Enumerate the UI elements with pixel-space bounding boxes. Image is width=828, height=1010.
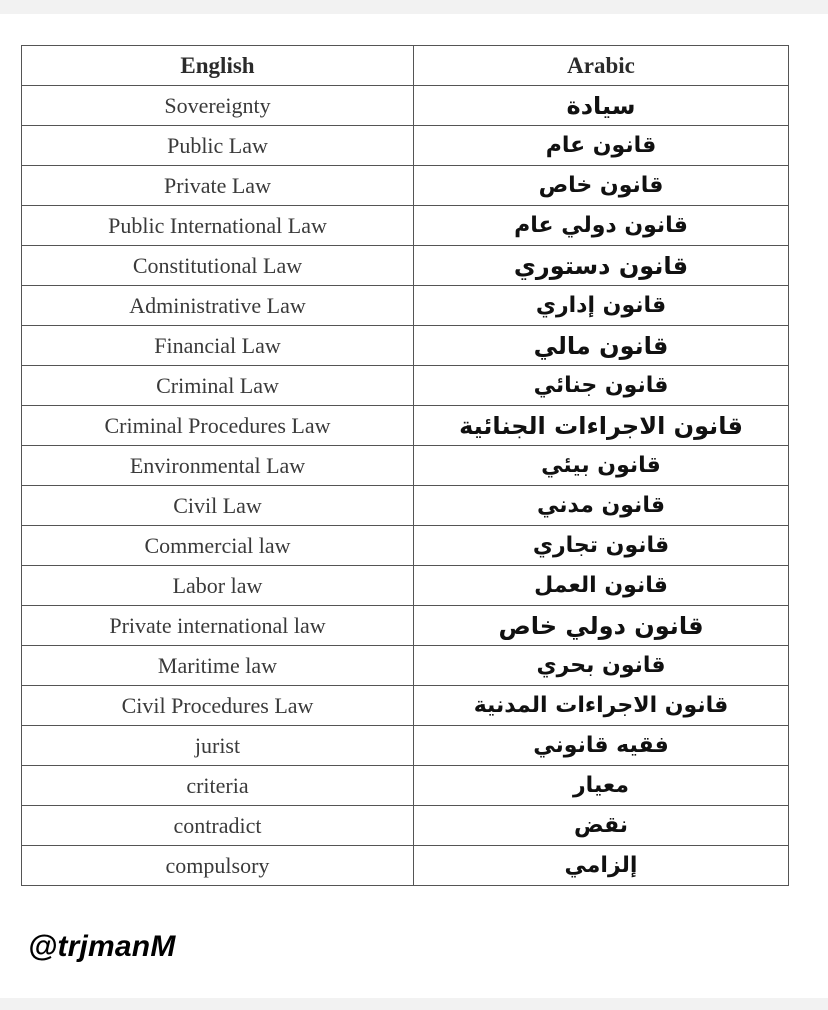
table-row	[22, 206, 789, 246]
arabic-term: قانون مدني	[414, 486, 789, 526]
arabic-term: قانون مالي	[414, 326, 789, 366]
english-term: compulsory	[22, 846, 414, 886]
table-row	[22, 806, 789, 846]
arabic-term: سيادة	[414, 86, 789, 126]
english-term: Criminal Law	[22, 366, 414, 406]
arabic-term: قانون الاجراءات المدنية	[414, 686, 789, 726]
header-english: English	[22, 46, 414, 86]
table-row	[22, 566, 789, 606]
arabic-term: قانون دولي عام	[414, 206, 789, 246]
english-term: jurist	[22, 726, 414, 766]
arabic-term: قانون إداري	[414, 286, 789, 326]
table-row	[22, 286, 789, 326]
arabic-term: قانون تجاري	[414, 526, 789, 566]
header-arabic: Arabic	[414, 46, 789, 86]
english-term: Administrative Law	[22, 286, 414, 326]
english-term: Private international law	[22, 606, 414, 646]
table-row	[22, 646, 789, 686]
arabic-term: قانون بيئي	[414, 446, 789, 486]
arabic-term: إلزامي	[414, 846, 789, 886]
arabic-term: قانون عام	[414, 126, 789, 166]
table-row	[22, 526, 789, 566]
table-row	[22, 686, 789, 726]
table-row	[22, 846, 789, 886]
arabic-term: قانون العمل	[414, 566, 789, 606]
english-term: Criminal Procedures Law	[22, 406, 414, 446]
author-handle-watermark: @trjmanM	[28, 930, 176, 963]
arabic-term: قانون دستوري	[414, 246, 789, 286]
english-term: criteria	[22, 766, 414, 806]
table-body	[22, 86, 789, 886]
table-row	[22, 606, 789, 646]
table-row	[22, 126, 789, 166]
table-header-row	[22, 46, 789, 86]
table-row	[22, 246, 789, 286]
arabic-term: نقض	[414, 806, 789, 846]
table-row	[22, 406, 789, 446]
english-term: Civil Procedures Law	[22, 686, 414, 726]
english-term: Civil Law	[22, 486, 414, 526]
english-term: Public International Law	[22, 206, 414, 246]
arabic-term: قانون الاجراءات الجنائية	[414, 406, 789, 446]
table-row	[22, 166, 789, 206]
english-term: contradict	[22, 806, 414, 846]
arabic-term: قانون خاص	[414, 166, 789, 206]
english-term: Labor law	[22, 566, 414, 606]
table-row	[22, 326, 789, 366]
english-term: Public Law	[22, 126, 414, 166]
english-term: Environmental Law	[22, 446, 414, 486]
arabic-term: قانون جنائي	[414, 366, 789, 406]
vocabulary-table	[21, 45, 789, 886]
english-term: Sovereignty	[22, 86, 414, 126]
english-term: Financial Law	[22, 326, 414, 366]
english-term: Private Law	[22, 166, 414, 206]
table-row	[22, 446, 789, 486]
english-term: Commercial law	[22, 526, 414, 566]
arabic-term: فقيه قانوني	[414, 726, 789, 766]
table-row	[22, 366, 789, 406]
arabic-term: معيار	[414, 766, 789, 806]
english-term: Maritime law	[22, 646, 414, 686]
arabic-term: قانون دولي خاص	[414, 606, 789, 646]
table-row	[22, 726, 789, 766]
table-row	[22, 766, 789, 806]
table-row	[22, 86, 789, 126]
table-row	[22, 486, 789, 526]
arabic-term: قانون بحري	[414, 646, 789, 686]
english-term: Constitutional Law	[22, 246, 414, 286]
